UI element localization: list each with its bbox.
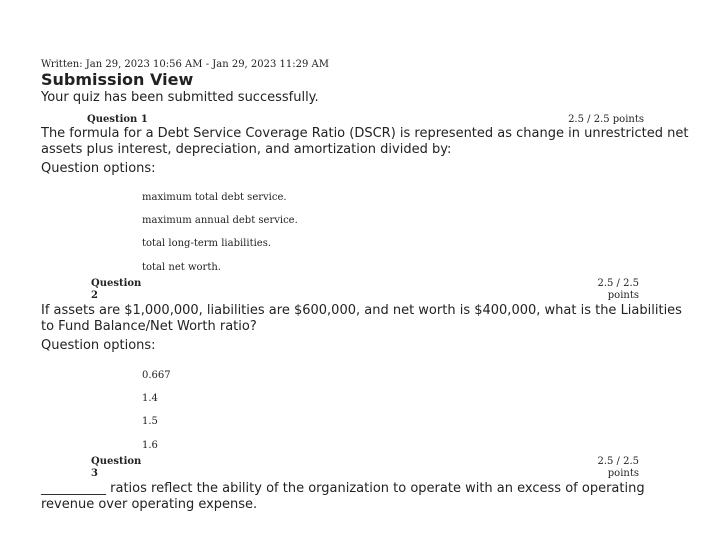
question-label: Question 1 <box>87 114 148 125</box>
answer-option[interactable]: maximum total debt service. <box>142 192 287 203</box>
question-options-label: Question options: <box>41 338 156 353</box>
question-points-unit: points <box>607 468 639 479</box>
question-label-line: Question <box>91 278 142 289</box>
question-label <box>91 456 141 480</box>
answer-option[interactable]: 1.5 <box>142 416 158 427</box>
question-text: The formula for a Debt Service Coverage Ratio (DSCR) is represented as change in unrestricted net assets plus interest, depreciation, and amortization divided by: <box>41 126 689 157</box>
question-label <box>91 278 141 302</box>
submitted-message: Your quiz has been submitted successfully. <box>41 90 319 105</box>
question-points <box>597 278 639 302</box>
question-points <box>597 456 639 480</box>
answer-option[interactable]: 1.4 <box>142 393 158 404</box>
question-text: If assets are $1,000,000, liabilities are $600,000, and net worth is $400,000, what is the Liabilities to Fund Balance/Net Worth ratio? <box>41 303 682 334</box>
question-points-value: 2.5 / 2.5 <box>597 456 639 467</box>
answer-option[interactable]: 1.6 <box>142 440 158 451</box>
question-points-value: 2.5 / 2.5 <box>597 278 639 289</box>
question-points: 2.5 / 2.5 points <box>568 114 644 125</box>
question-points-unit: points <box>607 290 639 301</box>
question-label-line: Question <box>91 456 142 467</box>
answer-option[interactable]: total long-term liabilities. <box>142 238 272 249</box>
written-timestamp: Written: Jan 29, 2023 10:56 AM - Jan 29, 2023 11:29 AM <box>41 59 330 70</box>
question-label-number: 3 <box>91 468 98 479</box>
answer-option[interactable]: 0.667 <box>142 370 171 381</box>
answer-option[interactable]: maximum annual debt service. <box>142 215 298 226</box>
question-options-label: Question options: <box>41 161 156 176</box>
question-label-number: 2 <box>91 290 98 301</box>
answer-option[interactable]: total net worth. <box>142 262 221 273</box>
page-title: Submission View <box>41 70 194 89</box>
question-text: __________ ratios reflect the ability of the organization to operate with an excess of operating revenue over operating expense. <box>41 481 645 512</box>
